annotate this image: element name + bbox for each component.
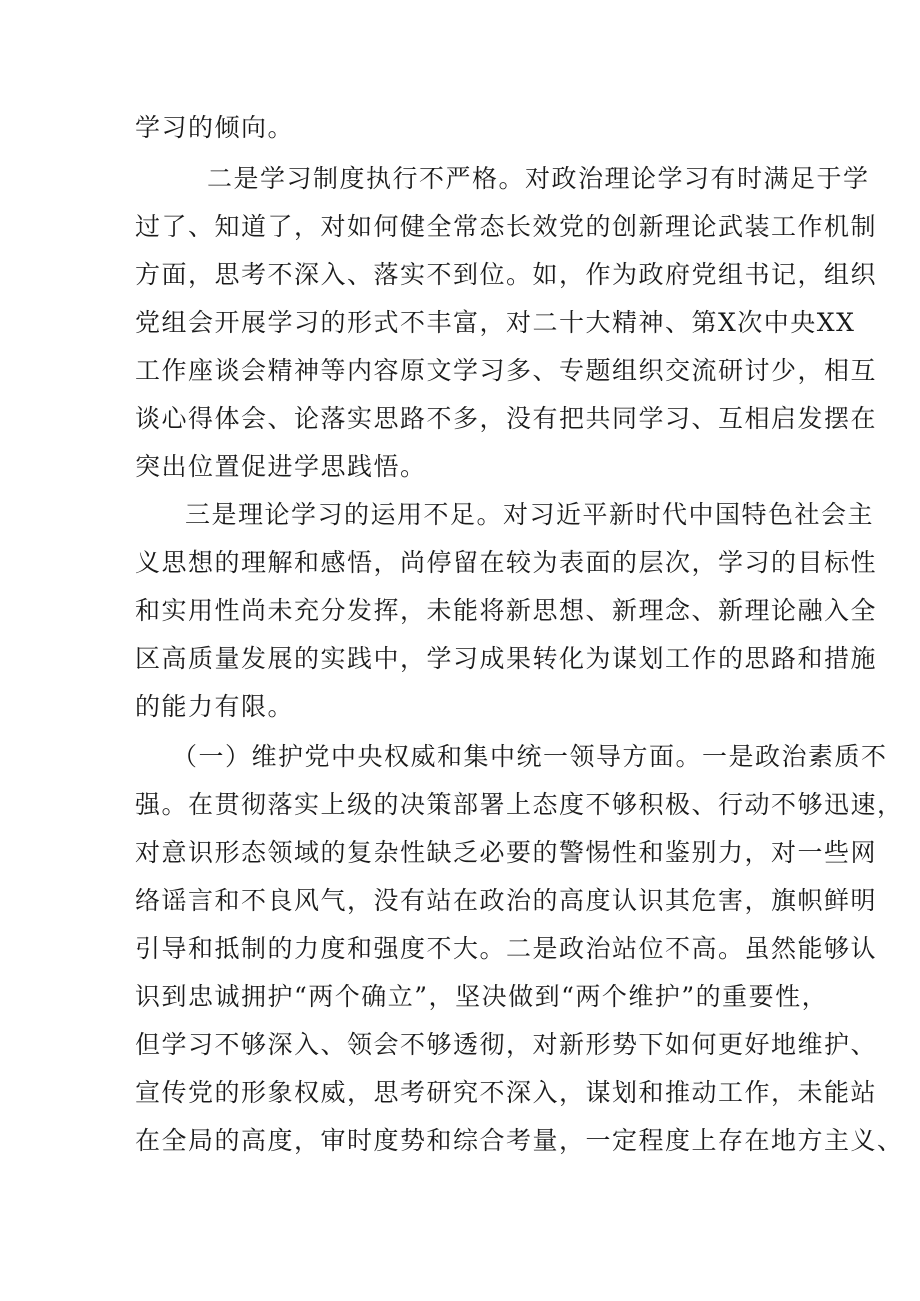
text-line: 识到忠诚拥护“两个确立”，坚决做到“两个维护”的重要性， <box>135 982 829 1011</box>
text-line: 宣传党的形象权威，思考研究不深入，谋划和推动工作，未能站 <box>135 1078 878 1107</box>
text-line: 工作座谈会精神等内容原文学习多、专题组织交流研讨少，相互 <box>135 356 878 385</box>
text-line: 但学习不够深入、领会不够透彻，对新形势下如何更好地维护、 <box>135 1030 878 1059</box>
text-line: 对意识形态领域的复杂性缺乏必要的警惕性和鉴别力，对一些网 <box>135 838 878 867</box>
text-line: 引导和抵制的力度和强度不大。二是政治站位不高。虽然能够认 <box>135 934 878 963</box>
text-line: 的能力有限。 <box>135 692 295 721</box>
text-line: 过了、知道了，对如何健全常态长效党的创新理论武装工作机制 <box>135 212 878 241</box>
text-line: 三是理论学习的运用不足。对习近平新时代中国特色社会主 <box>185 500 875 529</box>
text-line: 二是学习制度执行不严格。对政治理论学习有时满足于学 <box>207 164 870 193</box>
text-line: 区高质量发展的实践中，学习成果转化为谋划工作的思路和措施 <box>135 644 878 673</box>
text-line: 方面，思考不深入、落实不到位。如，作为政府党组书记，组织 <box>135 260 878 289</box>
text-line: 强。在贯彻落实上级的决策部署上态度不够积极、行动不够迅速， <box>135 790 904 819</box>
text-line: 义思想的理解和感悟，尚停留在较为表面的层次，学习的目标性 <box>135 548 878 577</box>
text-line: 谈心得体会、论落实思路不多，没有把共同学习、互相启发摆在 <box>135 404 878 433</box>
text-line: 和实用性尚未充分发挥，未能将新思想、新理念、新理论融入全 <box>135 596 878 625</box>
text-line: 络谣言和不良风气，没有站在政治的高度认识其危害，旗帜鲜明 <box>135 886 878 915</box>
text-line: 学习的倾向。 <box>135 113 295 142</box>
text-line: 在全局的高度，审时度势和综合考量，一定程度上存在地方主义、 <box>135 1126 904 1155</box>
text-line: 党组会开展学习的形式不丰富，对二十大精神、第X次中央XX <box>135 308 856 337</box>
text-line: （一）维护党中央权威和集中统一领导方面。一是政治素质不 <box>172 742 888 771</box>
text-line: 突出位置促进学思践悟。 <box>135 452 427 481</box>
